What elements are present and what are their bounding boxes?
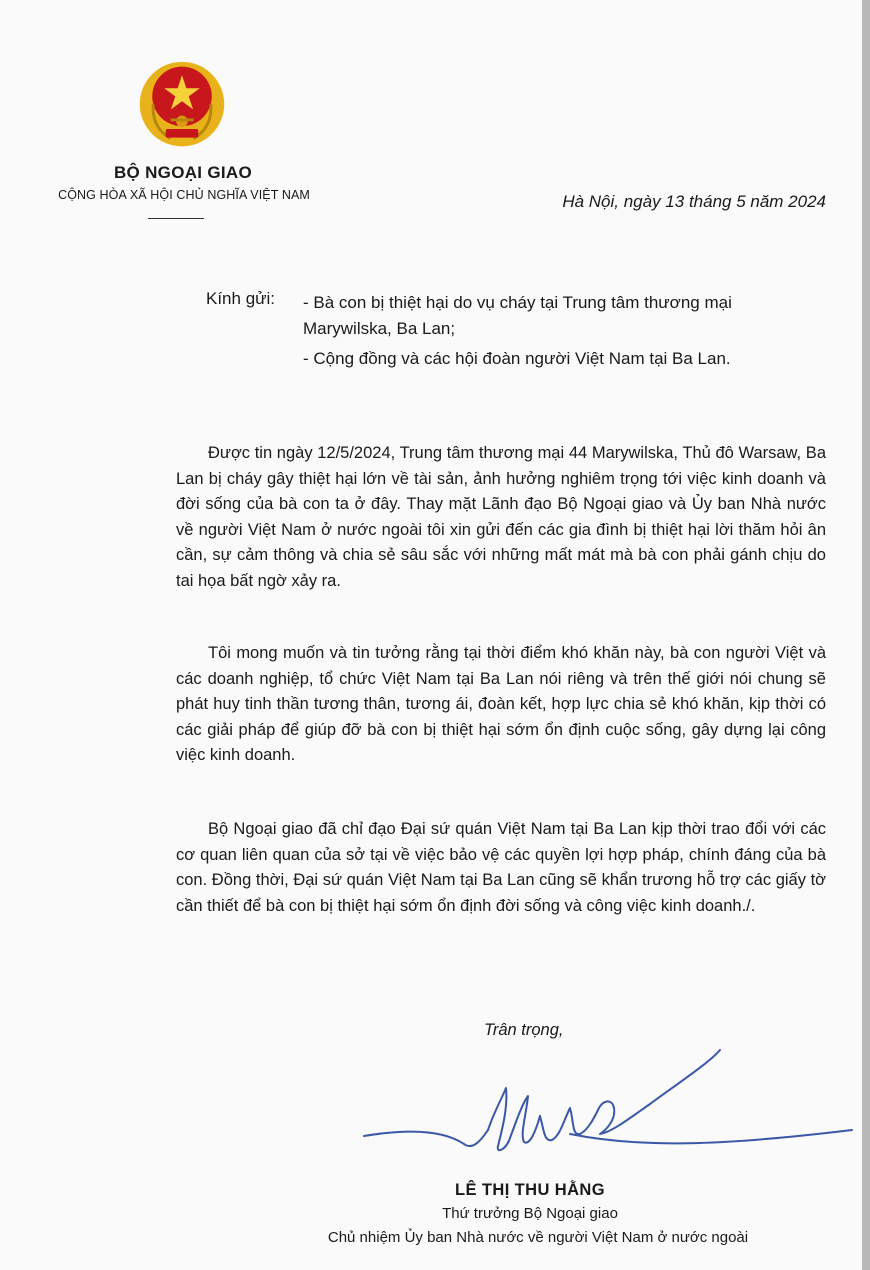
body-paragraph: Tôi mong muốn và tin tưởng rằng tại thời điểm khó khăn này, bà con người Việt và các doanh nghiệp, tổ chức Việt Nam tại Ba Lan nói riêng và trên thế giới nói chung sẽ phát huy tinh thần tương thân, tương ái, đoàn kết, hợp lực chia sẻ khó khăn, kịp thời có các giải pháp để giúp đỡ bà con bị thiệt hại sớm ổn định cuộc sống, gây dựng lại công việc kinh doanh. [176, 644, 826, 764]
closing-greeting: Trân trọng, [484, 1021, 564, 1039]
signer-name: LÊ THỊ THU HẰNG [455, 1181, 605, 1199]
agency-name: BỘ NGOẠI GIAO [113, 163, 252, 182]
country-name: CỘNG HÒA XÃ HỘI CHỦ NGHĨA VIỆT NAM [58, 188, 310, 202]
page-edge [862, 0, 870, 1270]
recipients-label: Kính gửi: [206, 289, 276, 308]
handwritten-signature [360, 1038, 860, 1168]
body-paragraph: Được tin ngày 12/5/2024, Trung tâm thương mại 44 Marywilska, Thủ đô Warsaw, Ba Lan bị cháy gây thiệt hại lớn về tài sản, ảnh hưởng nghiêm trọng tới việc kinh doanh và đời sống của bà con ta ở đây. Thay mặt Lãnh đạo Bộ Ngoại giao và Ủy ban Nhà nước về người Việt Nam ở nước ngoài tôi xin gửi đến các gia đình bị thiệt hại lời thăm hỏi ân cần, sự cảm thông và chia sẻ sâu sắc với những mất mát mà bà con phải gánh chịu do tai họa bất ngờ xảy ra. [176, 444, 826, 590]
header-divider [148, 218, 204, 219]
recipients-list [303, 290, 823, 376]
recipient-item: - Bà con bị thiệt hại do vụ cháy tại Trung tâm thương mại Marywilska, Ba Lan; [303, 293, 732, 338]
national-emblem-icon [134, 58, 230, 154]
letter-date: Hà Nội, ngày 13 tháng 5 năm 2024 [562, 192, 826, 211]
recipient-item: - Cộng đồng và các hội đoàn người Việt Nam tại Ba Lan. [303, 349, 731, 368]
signer-title: Thứ trưởng Bộ Ngoại giao [442, 1205, 618, 1222]
body-paragraph: Bộ Ngoại giao đã chỉ đạo Đại sứ quán Việt Nam tại Ba Lan kịp thời trao đổi với các cơ quan liên quan của sở tại về việc bảo vệ các quyền lợi hợp pháp, chính đáng của bà con. Đồng thời, Đại sứ quán Việt Nam tại Ba Lan cũng sẽ khẩn trương hỗ trợ các giấy tờ cần thiết để bà con bị thiệt hại sớm ổn định đời sống và công việc kinh doanh./. [176, 820, 826, 915]
signer-role: Chủ nhiệm Ủy ban Nhà nước về người Việt Nam ở nước ngoài [327, 1229, 749, 1246]
